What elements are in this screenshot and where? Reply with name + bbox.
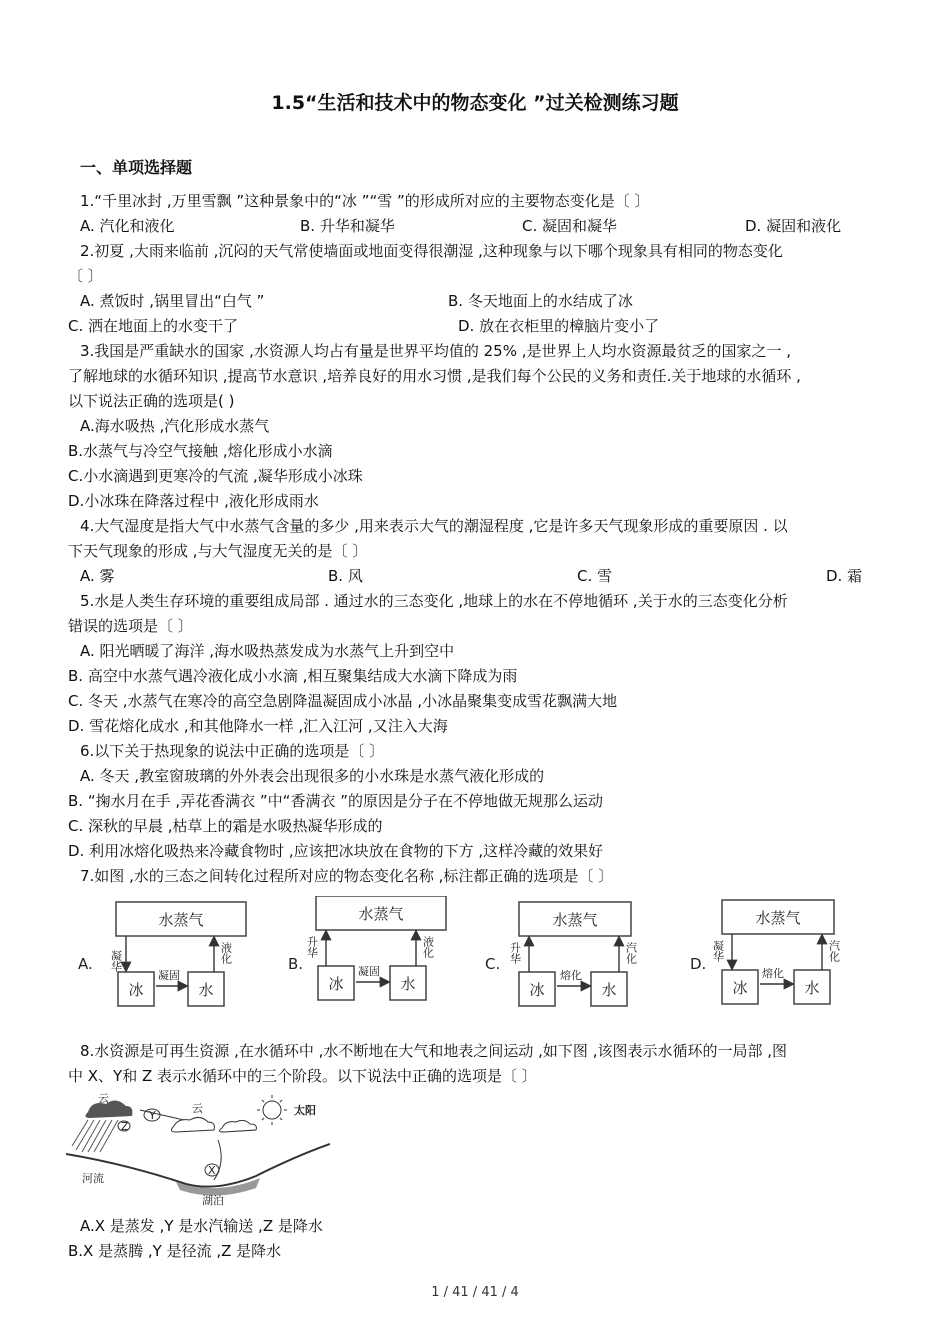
question-6: 6.以下关于热现象的说法中正确的选项是〔 〕	[80, 742, 385, 760]
river-label: 河流	[82, 1172, 104, 1185]
question-3-cont-1: 了解地球的水循环知识 ,提高节水意识 ,培养良好的用水习惯 ,是我们每个公民的义务和责任.关于地球的水循环 ,	[68, 367, 801, 385]
q4-option-c: C. 雪	[577, 567, 613, 585]
sun-label: 太阳	[294, 1104, 316, 1117]
y-mark-label: Y	[149, 1109, 156, 1122]
q2-option-a: A. 煮饭时 ,锅里冒出“白气 ”	[80, 292, 265, 310]
q5-option-a: A. 阳光晒暖了海洋 ,海水吸热蒸发成为水蒸气上升到空中	[80, 642, 455, 660]
vapor-label: 水蒸气	[552, 911, 598, 929]
q8-option-a: A.X 是蒸发 ,Y 是水汽输送 ,Z 是降水	[80, 1217, 323, 1235]
question-4-cont: 下天气现象的形成 ,与大气湿度无关的是〔 〕	[68, 542, 368, 560]
vapor-label: 水蒸气	[158, 911, 204, 929]
right-label: 液化	[421, 936, 435, 958]
q4-option-b: B. 风	[328, 567, 363, 585]
q5-option-b: B. 高空中水蒸气遇冷液化成小水滴 ,相互聚集结成大水滴下降成为雨	[68, 667, 518, 685]
q5-option-c: C. 冬天 ,水蒸气在寒冷的高空急剧降温凝固成小冰晶 ,小冰晶聚集变成雪花飘满大地	[68, 692, 618, 710]
q6-option-c: C. 深秋的早晨 ,枯草上的霜是水吸热凝华形成的	[68, 817, 383, 835]
ice-label: 冰	[732, 979, 748, 997]
q3-option-a: A.海水吸热 ,汽化形成水蒸气	[80, 417, 270, 435]
right-label: 汽化	[827, 940, 841, 962]
q6-option-b: B. “掬水月在手 ,弄花香满衣 ”中“香满衣 ”的原因是分子在不停地做无规那么运动	[68, 792, 603, 810]
q1-option-c: C. 凝固和凝华	[522, 217, 618, 235]
q5-option-d: D. 雪花熔化成水 ,和其他降水一样 ,汇入江河 ,又注入大海	[68, 717, 448, 735]
z-mark-label: Z	[121, 1120, 129, 1133]
right-label: 液化	[219, 942, 233, 964]
q7-diagram-b	[286, 896, 466, 1014]
left-label: 凝华	[711, 940, 725, 962]
q2-option-c: C. 洒在地面上的水变干了	[68, 317, 239, 335]
q7-diagram-a	[76, 896, 256, 1014]
bottom-label: 熔化	[560, 969, 582, 982]
vapor-label: 水蒸气	[755, 909, 801, 927]
question-4: 4.大气湿度是指大气中水蒸气含量的多少 ,用来表示大气的潮湿程度 ,它是许多天气现象形成的重要原因 . 以	[80, 517, 788, 535]
cloud-label-2: 云	[192, 1102, 203, 1115]
water-cycle-figure	[66, 1092, 330, 1208]
sun-icon	[263, 1101, 281, 1119]
q1-option-b: B. 升华和凝华	[300, 217, 395, 235]
q2-option-d: D. 放在衣柜里的樟脑片变小了	[458, 317, 660, 335]
question-2: 2.初夏 ,大雨来临前 ,沉闷的天气常使墙面或地面变得很潮湿 ,这种现象与以下哪个现象具有相同的物态变化	[80, 242, 783, 260]
q8-option-b: B.X 是蒸腾 ,Y 是径流 ,Z 是降水	[68, 1242, 282, 1260]
q3-option-b: B.水蒸气与冷空气接触 ,熔化形成小水滴	[68, 442, 333, 460]
ice-label: 冰	[128, 981, 144, 999]
right-label: 汽化	[624, 942, 638, 964]
q7-a-letter: A.	[78, 955, 93, 973]
water-label: 水	[601, 981, 617, 999]
page-title: 1.5“生活和技术中的物态变化 ”过关检测练习题	[271, 92, 679, 114]
q1-option-a: A. 汽化和液化	[80, 217, 175, 235]
q7-diagram-d	[690, 896, 870, 1014]
question-5: 5.水是人类生存环境的重要组成局部 . 通过水的三态变化 ,地球上的水在不停地循环 ,关于水的三态变化分析	[80, 592, 788, 610]
lake-label: 湖泊	[202, 1194, 224, 1207]
page-number: 1 / 41 / 41 / 4	[431, 1285, 519, 1300]
q4-option-d: D. 霜	[826, 567, 863, 585]
question-8: 8.水资源是可再生资源 ,在水循环中 ,水不断地在大气和地表之间运动 ,如下图 ,该图表示水循环的一局部 ,图	[80, 1042, 787, 1060]
bottom-label: 凝固	[358, 965, 380, 978]
question-3: 3.我国是严重缺水的国家 ,水资源人均占有量是世界平均值的 25% ,是世界上人均水资源最贫乏的国家之一 ,	[80, 342, 792, 360]
water-label: 水	[198, 981, 214, 999]
left-label: 升华	[508, 942, 522, 964]
q7-c-letter: C.	[485, 955, 501, 973]
question-8-cont: 中 X、Y和 Z 表示水循环中的三个阶段。以下说法中正确的选项是〔 〕	[68, 1067, 537, 1085]
x-mark-label: X	[208, 1164, 216, 1177]
q3-option-d: D.小冰珠在降落过程中 ,液化形成雨水	[68, 492, 319, 510]
vapor-label: 水蒸气	[358, 905, 404, 923]
bottom-label: 凝固	[158, 969, 180, 982]
question-2-cont: 〔 〕	[68, 267, 103, 285]
ice-label: 冰	[328, 975, 344, 993]
q2-option-b: B. 冬天地面上的水结成了冰	[448, 292, 633, 310]
left-label: 凝华	[109, 950, 123, 972]
ice-label: 冰	[529, 981, 545, 999]
question-1: 1.“千里冰封 ,万里雪飘 ”这种景象中的“冰 ”“雪 ”的形成所对应的主要物态变化是〔 〕	[80, 192, 650, 210]
q7-b-letter: B.	[288, 955, 304, 973]
cloud-label-1: 云	[98, 1092, 109, 1105]
q6-option-a: A. 冬天 ,教室窗玻璃的外外表会出现很多的小水珠是水蒸气液化形成的	[80, 767, 545, 785]
question-5-cont: 错误的选项是〔 〕	[68, 617, 193, 635]
q4-option-a: A. 雾	[80, 567, 115, 585]
q7-diagram-c	[483, 896, 663, 1014]
bottom-label: 熔化	[762, 967, 784, 980]
q3-option-c: C.小水滴遇到更寒冷的气流 ,凝华形成小冰珠	[68, 467, 363, 485]
section-heading: 一、单项选择题	[80, 158, 193, 177]
water-label: 水	[804, 979, 820, 997]
q6-option-d: D. 利用冰熔化吸热来冷藏食物时 ,应该把冰块放在食物的下方 ,这样冷藏的效果好	[68, 842, 604, 860]
q1-option-d: D. 凝固和液化	[745, 217, 842, 235]
q7-d-letter: D.	[690, 955, 707, 973]
question-7: 7.如图 ,水的三态之间转化过程所对应的物态变化名称 ,标注都正确的选项是〔 〕	[80, 867, 614, 885]
left-label: 升华	[305, 936, 319, 958]
water-label: 水	[400, 975, 416, 993]
question-3-cont-2: 以下说法正确的选项是( )	[68, 392, 235, 410]
